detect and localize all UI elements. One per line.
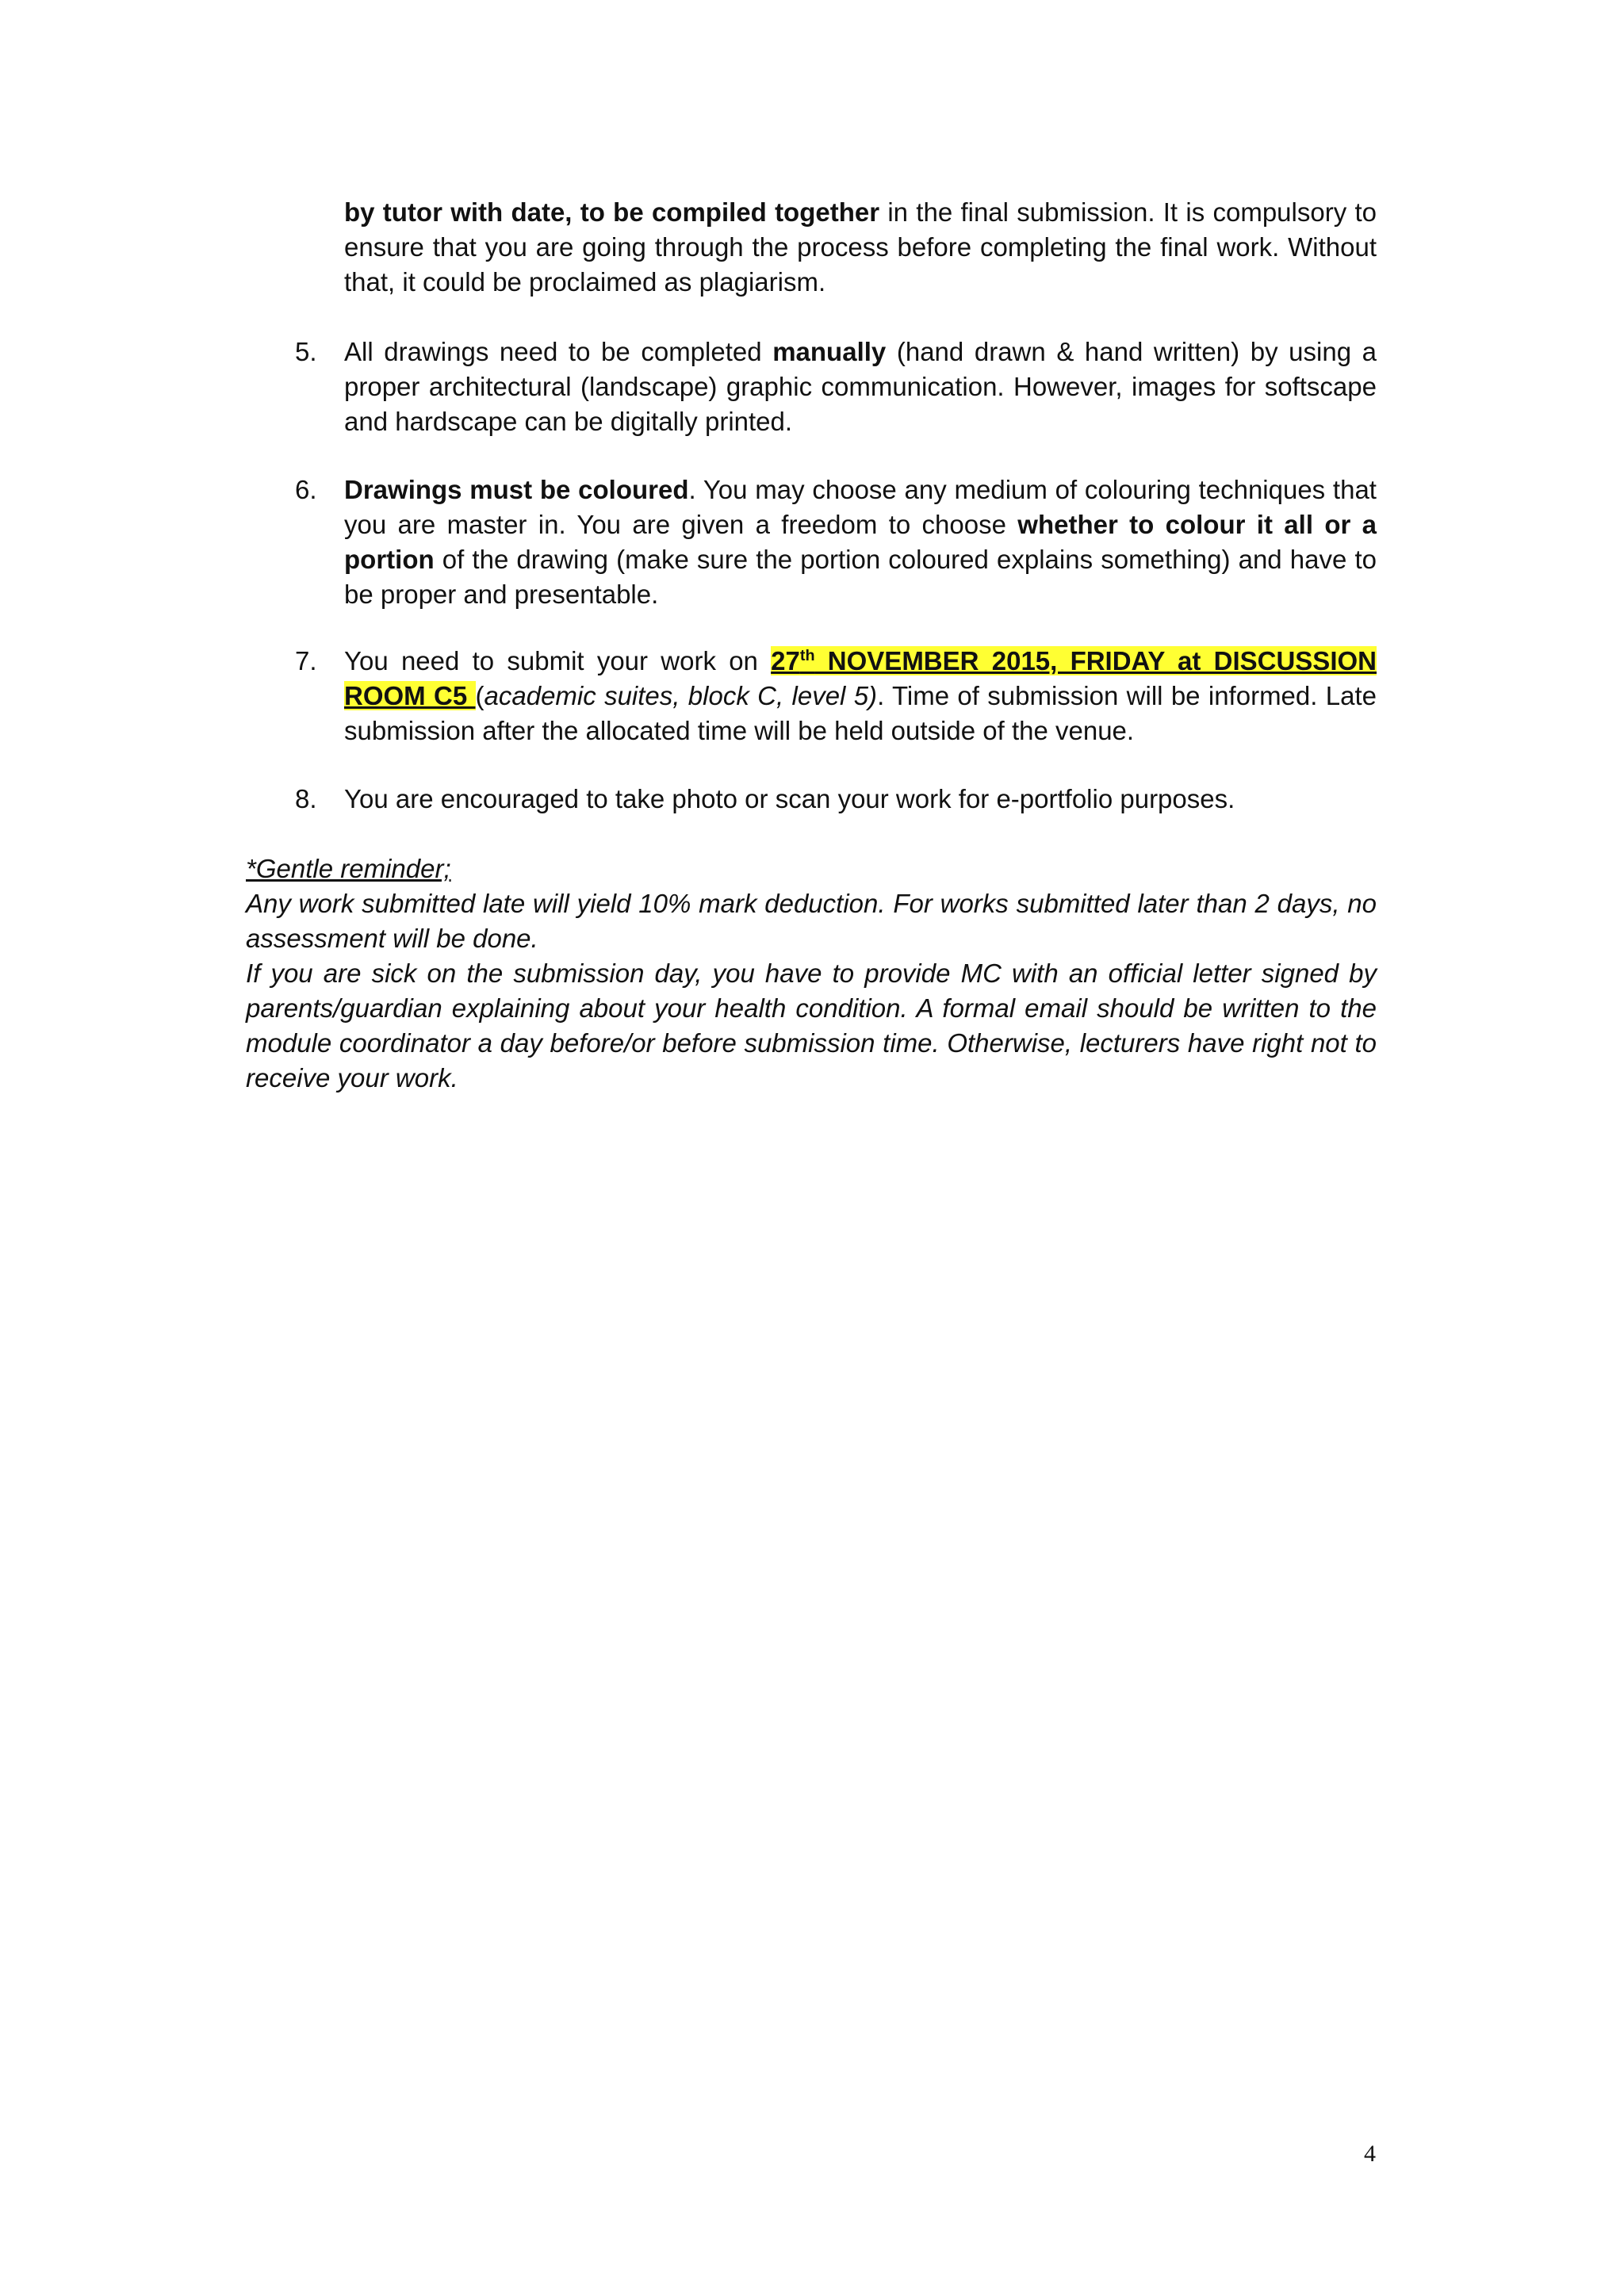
list-number-6: 6.	[295, 475, 317, 504]
gentle-reminder-section	[246, 851, 1377, 1096]
list-item-6	[295, 473, 1377, 612]
item-4-bold-lead: by tutor with date, to be compiled together	[344, 197, 880, 227]
reminder-paragraph-1: Any work submitted late will yield 10% mark deduction. For works submitted later than 2 days, no assessment will be done.	[246, 889, 1377, 953]
list-number-7: 7.	[295, 646, 317, 675]
item-6-bold-1: Drawings must be coloured	[344, 475, 689, 504]
highlight-rest: NOVEMBER 2015, FRIDAY at DISCUSSION ROOM C5	[344, 646, 1377, 710]
highlight-day: 27	[771, 646, 800, 675]
item-7-paren: (	[475, 681, 485, 710]
item-7-venue-italic: academic suites, block C, level 5)	[484, 681, 878, 710]
item-5-post: (hand drawn & hand written) by using a proper architectural (landscape) graphic communication. However, images for softscape and hardscape can be digitally printed.	[344, 337, 1377, 436]
list-item-5	[295, 335, 1377, 439]
item-7-pre: You need to submit your work on	[344, 646, 772, 675]
list-number-5: 5.	[295, 337, 317, 366]
highlight-day-suffix: th	[799, 647, 815, 664]
item-7-post: . Time of submission will be informed. Late submission after the allocated time will be held outside of the venue.	[344, 681, 1377, 745]
item-6-post: of the drawing (make sure the portion coloured explains something) and have to be proper and presentable.	[344, 545, 1377, 609]
item-5-pre: All drawings need to be completed	[344, 337, 773, 366]
list-item-8	[295, 782, 1377, 817]
item-6-mid: . You may choose any medium of colouring techniques that you are master in. You are given a freedom to choose	[344, 475, 1377, 539]
item-8-text: You are encouraged to take photo or scan your work for e-portfolio purposes.	[344, 784, 1235, 813]
list-number-8: 8.	[295, 784, 317, 813]
item-6-bold-2: whether to colour it all or a portion	[344, 510, 1377, 574]
reminder-heading: *Gentle reminder;	[246, 854, 451, 883]
item-5-bold: manually	[772, 337, 887, 366]
item-4-continuation	[344, 195, 1377, 300]
page-number: 4	[1364, 2141, 1376, 2167]
item-4-text: in the final submission. It is compulsory to ensure that you are going through the process before completing the final work. Without that, it could be proclaimed as plagiarism.	[344, 197, 1377, 297]
reminder-paragraph-2: If you are sick on the submission day, you have to provide MC with an official letter signed by parents/guardian explaining about your health condition. A formal email should be written to the module coordinator a day before/or before submission time. Otherwise, lecturers have right not to receive your work.	[246, 959, 1377, 1093]
list-item-7	[295, 644, 1377, 748]
